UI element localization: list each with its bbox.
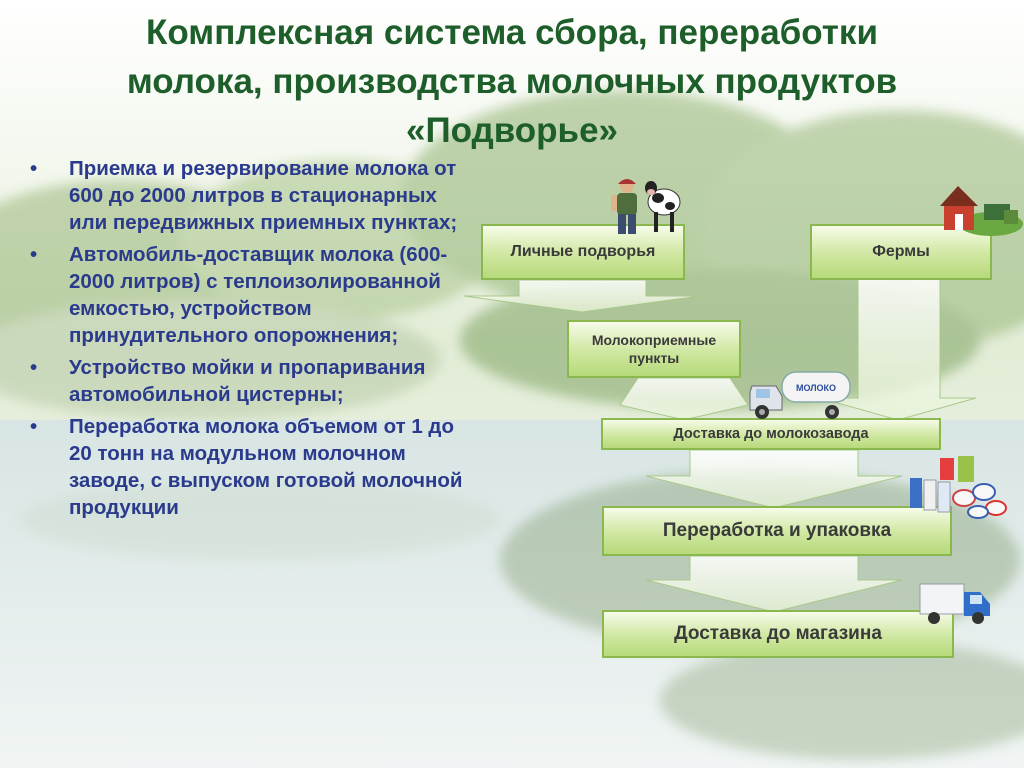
title-line-1: Комплексная система сбора, переработки — [146, 13, 878, 52]
bullet-text: Переработка молока объемом от 1 до 20 тонн на модульном молочном заводе, с выпуском готовой молочной продукции — [69, 415, 463, 519]
milk-truck-icon — [746, 366, 854, 420]
bullet-marker: • — [30, 415, 38, 438]
bullet-marker: • — [30, 157, 38, 180]
bullet-text: Приемка и резервирование молока от 600 до 2000 литров в стационарных или передвижных приемных пунктах; — [69, 157, 458, 234]
bullet-marker: • — [30, 243, 38, 266]
farm-house-icon — [936, 176, 1024, 238]
dairy-products-icon — [904, 456, 1008, 520]
box-personal-farms: Личные подворья — [481, 224, 685, 280]
bullet-marker: • — [30, 356, 38, 379]
box-collection-points: Молокоприемные пункты — [567, 320, 741, 378]
box-farms: Фермы — [810, 224, 992, 280]
bullet-text: Автомобиль-доставщик молока (600-2000 литров) с теплоизолированной емкостью, устройством принудительного опорожнения; — [69, 243, 448, 347]
arrow-personal-to-collection — [464, 280, 700, 312]
box-delivery-to-plant: Доставка до молокозавода — [601, 418, 941, 450]
title-line-3: «Подворье» — [405, 111, 619, 150]
title-line-2: молока, производства молочных продуктов — [126, 62, 898, 101]
bullet-text: Устройство мойки и пропаривания автомобильной цистерны; — [69, 356, 426, 406]
delivery-van-icon — [918, 580, 992, 628]
arrow-processing-to-store — [646, 556, 902, 612]
cow-icon — [642, 178, 684, 234]
box-delivery-to-store: Доставка до магазина — [602, 610, 954, 658]
farmer-icon — [608, 176, 646, 236]
arrow-delivery-to-processing — [646, 450, 902, 508]
arrow-collection-to-delivery — [620, 378, 748, 420]
truck-label: МОЛОКО — [795, 383, 837, 393]
box-processing-packaging: Переработка и упаковка — [602, 506, 952, 556]
